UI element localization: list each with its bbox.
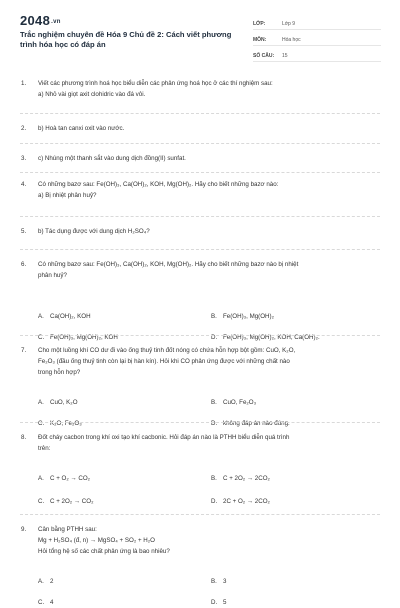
meta-label: MÔN: — [253, 37, 267, 43]
question-text — [38, 432, 373, 454]
option-text: Fe(OH)₃, Mg(OH)₂ — [223, 313, 274, 320]
meta-row-count — [253, 47, 381, 62]
question-divider — [20, 113, 380, 114]
site-logo[interactable] — [20, 13, 61, 28]
option-text: 5 — [223, 599, 227, 606]
logo-suffix: .vn — [51, 18, 61, 25]
question-line: b) Tác dụng được với dung dịch H₂SO₄? — [38, 228, 150, 235]
document-header — [0, 0, 400, 66]
option-text: C + 2O₂ → 2CO₂ — [223, 475, 270, 482]
option-text: 3 — [223, 578, 227, 585]
question-divider — [20, 216, 380, 217]
option-letter: C. — [38, 599, 45, 606]
answer-option[interactable] — [38, 311, 91, 322]
option-text: CuO, K₂O — [50, 399, 78, 406]
option-letter: D. — [211, 498, 218, 505]
meta-row-subject — [253, 31, 381, 46]
question-line: trong hỗn hợp? — [38, 369, 81, 376]
question-text — [38, 78, 373, 100]
answer-option[interactable] — [211, 576, 226, 587]
answer-option[interactable] — [211, 496, 270, 507]
question-number: 7. — [21, 347, 27, 354]
question-number: 9. — [21, 526, 27, 533]
question-number: 5. — [21, 228, 27, 235]
question-text — [38, 259, 373, 281]
option-text: 2 — [50, 578, 54, 585]
answer-option[interactable] — [38, 397, 78, 408]
question-line: c) Nhúng một thanh sắt vào dung dịch đồng(II) sunfat. — [38, 155, 186, 162]
option-text: K₂O, Fe₂O₃ — [50, 420, 82, 427]
answer-option[interactable] — [211, 597, 226, 608]
question-number: 3. — [21, 155, 27, 162]
option-letter: B. — [211, 313, 217, 320]
question-number: 1. — [21, 80, 27, 87]
option-letter: D. — [211, 334, 218, 341]
option-text: Fe(OH)₃, Mg(OH)₂, KOH, Ca(OH)₂. — [223, 334, 320, 341]
question-divider — [20, 249, 380, 250]
page-title: Trắc nghiệm chuyên đề Hóa 9 Chủ đề 2: Cách viết phương trình hóa học có đáp án — [20, 30, 232, 49]
answer-option[interactable] — [38, 576, 53, 587]
question-text — [38, 524, 373, 557]
question-line: b) Hoà tan canxi oxit vào nước. — [38, 125, 125, 132]
question-line: Có những bazơ sau: Fe(OH)₃, Ca(OH)₂, KOH, Mg(OH)₂. Hãy cho biết những bazơ nào bị nhiệt — [38, 261, 299, 268]
answer-option[interactable] — [38, 597, 53, 608]
question-number: 4. — [21, 181, 27, 188]
question-line: a) Bị nhiệt phân huỷ? — [38, 192, 97, 199]
option-letter: D. — [211, 420, 218, 427]
option-text: không đáp án nào đúng. — [223, 420, 290, 427]
meta-value: 15 — [282, 53, 288, 59]
meta-label: LỚP: — [253, 21, 266, 27]
option-letter: C. — [38, 334, 45, 341]
answer-option[interactable] — [38, 418, 82, 429]
option-letter: C. — [38, 420, 45, 427]
question-text — [38, 153, 373, 164]
question-divider — [20, 422, 380, 423]
meta-value: Hóa học — [282, 37, 301, 43]
logo-text: 2048 — [20, 13, 51, 28]
answer-option[interactable] — [211, 311, 274, 322]
answer-option[interactable] — [211, 397, 256, 408]
option-text: Fe(OH)₃, Mg(OH)₂, KOH — [50, 334, 118, 341]
question-line: Viết các phương trình hoá học biểu diễn các phản ứng hoá học ở các thí nghiệm sau: — [38, 80, 273, 87]
option-letter: A. — [38, 313, 44, 320]
option-letter: B. — [211, 399, 217, 406]
question-line: trên: — [38, 445, 51, 452]
answer-option[interactable] — [38, 496, 94, 507]
answer-option[interactable] — [211, 332, 320, 343]
option-text: Ca(OH)₂, KOH — [50, 313, 91, 320]
question-line: Fe₂O₃ (đầu ống thuỷ tinh còn lại bị hàn kín). Hỏi khi CO phản ứng được với những chất nào — [38, 358, 290, 365]
question-text — [38, 123, 373, 134]
answer-option[interactable] — [211, 418, 290, 429]
question-line: Hỏi tổng hệ số các chất phản ứng là bao nhiêu? — [38, 548, 170, 555]
option-letter: B. — [211, 475, 217, 482]
question-text — [38, 179, 373, 201]
option-letter: B. — [211, 578, 217, 585]
option-text: CuO, Fe₂O₃ — [223, 399, 257, 406]
meta-info — [253, 15, 381, 63]
question-line: a) Nhỏ vài giọt axit clohidric vào đá vôi. — [38, 91, 146, 98]
meta-row-class — [253, 15, 381, 30]
option-text: 4 — [50, 599, 54, 606]
question-line: Mg + H₂SO₄ (đ, n) → MgSO₄ + SO₂ + H₂O — [38, 537, 155, 544]
question-number: 8. — [21, 434, 27, 441]
option-letter: A. — [38, 578, 44, 585]
option-text: 2C + O₂ → 2CO₂ — [223, 498, 270, 505]
option-letter: C. — [38, 498, 45, 505]
option-letter: A. — [38, 475, 44, 482]
question-divider — [20, 172, 380, 173]
question-line: phân huỷ? — [38, 272, 67, 279]
question-line: Cân bằng PTHH sau: — [38, 526, 97, 533]
question-text — [38, 345, 373, 378]
question-text — [38, 226, 373, 237]
option-letter: D. — [211, 599, 218, 606]
question-number: 6. — [21, 261, 27, 268]
question-divider — [20, 514, 380, 515]
question-divider — [20, 335, 380, 336]
option-letter: A. — [38, 399, 44, 406]
question-line: Đốt cháy cacbon trong khí oxi tạo khí cacbonic. Hỏi đáp án nào là PTHH biểu diễn quá trình — [38, 434, 290, 441]
meta-value: Lớp 9 — [282, 21, 296, 27]
answer-option[interactable] — [38, 332, 118, 343]
answer-option[interactable] — [211, 473, 270, 484]
question-divider — [20, 143, 380, 144]
question-number: 2. — [21, 125, 27, 132]
question-line: Cho một luồng khí CO dư đi vào ống thuỷ tinh đốt nóng có chứa hỗn hợp bột gồm: CuO, K₂O, — [38, 347, 296, 354]
option-text: C + O₂ → CO₂ — [50, 475, 91, 482]
meta-label: SỐ CÂU: — [253, 53, 275, 59]
option-text: C + 2O₂ → CO₂ — [50, 498, 94, 505]
question-line: Có những bazơ sau: Fe(OH)₃, Ca(OH)₂, KOH, Mg(OH)₂. Hãy cho biết những bazơ nào: — [38, 181, 279, 188]
answer-option[interactable] — [38, 473, 90, 484]
